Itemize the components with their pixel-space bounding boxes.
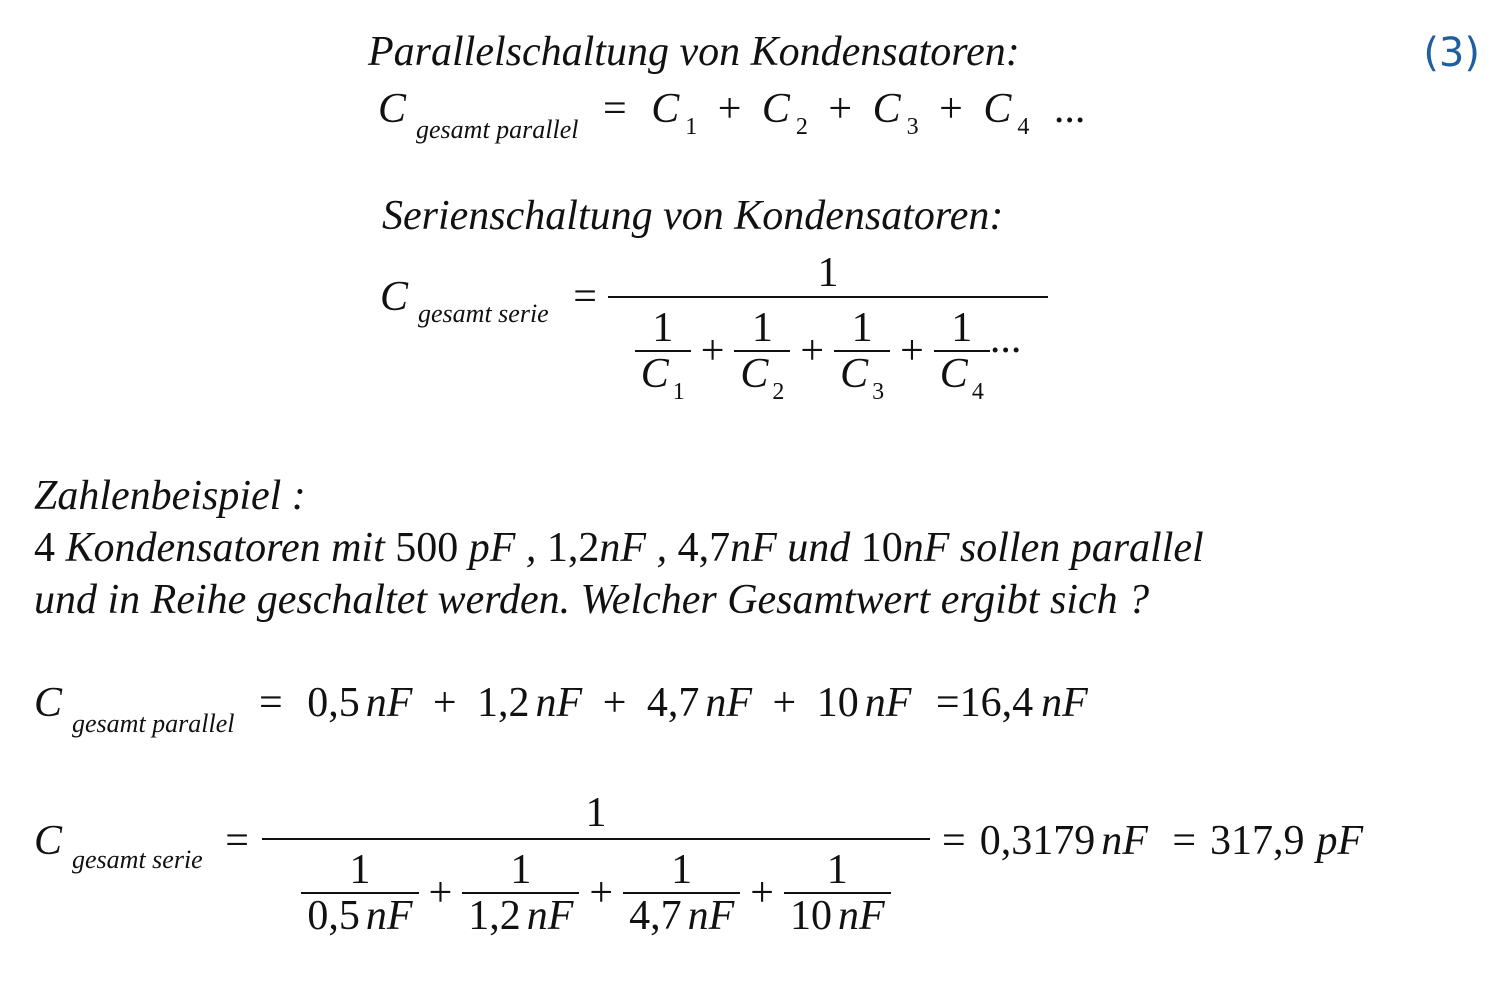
- example-line-2: und in Reihe geschaltet werden. Welcher Gesamtwert ergibt sich ?: [34, 577, 1150, 623]
- frac-1-c4: $\frac{1}{C _4}$: [934, 306, 990, 396]
- parallel-result: 16,4: [959, 680, 1034, 726]
- term-c3-sub: 3: [906, 114, 919, 140]
- parallel-heading: Parallelschaltung von Kondensatoren:: [368, 29, 1020, 75]
- ellipsis: ...: [1053, 86, 1086, 132]
- equation-number: (3): [1423, 30, 1480, 76]
- serie-lhs: C $_{gesamt serie}$ =: [380, 274, 597, 328]
- frac-4-7nf: $\frac{1}{4,7 nF}$: [623, 848, 740, 938]
- calc-parallel: C $_{gesamt parallel}$ = 0,5 nF + 1,2 nF + 4,7 nF + 10 nF =16,4 nF: [34, 680, 1088, 738]
- term-c1-sub: 1: [685, 114, 698, 140]
- calc-serie-denominator: $\frac{1}{0,5 nF}$ + $\frac{1}{1,2 nF}$ + $\frac{1}{4,7 nF}$ + $\frac{1}{10 nF}$: [301, 848, 890, 938]
- lhs-symbol: C: [380, 274, 409, 320]
- lhs-symbol: C: [378, 86, 407, 132]
- lhs-subscript: gesamt serie: [418, 299, 549, 328]
- calc-serie-fraction: [262, 792, 930, 938]
- fraction-bar: [608, 296, 1048, 298]
- term-c4-sub: 4: [1017, 114, 1030, 140]
- term-c2: C: [761, 86, 790, 132]
- serie-numerator: 1: [817, 250, 839, 296]
- lhs-subscript: gesamt parallel: [416, 115, 579, 144]
- term-c1: C: [651, 86, 680, 132]
- example-title: Zahlenbeispiel :: [34, 473, 306, 519]
- example-block: [34, 470, 1204, 626]
- calc-serie-numerator: 1: [585, 790, 607, 836]
- term-c3: C: [872, 86, 901, 132]
- example-line-1: 4 Kondensatoren mit 500 pF , 1,2nF , 4,7nF und 10nF sollen parallel: [34, 525, 1204, 571]
- serie-fraction: [608, 250, 1048, 406]
- term-c2-sub: 2: [795, 114, 808, 140]
- frac-1-c2: $\frac{1}{C _2}$: [734, 306, 790, 396]
- serie-heading: Serienschaltung von Kondensatoren:: [382, 193, 1004, 239]
- frac-0-5nf: $\frac{1}{0,5 nF}$: [301, 848, 418, 938]
- serie-denominator: $\frac{1}{C _1}$ + $\frac{1}{C _2}$ + $\frac{1}{C _3}$ + $\frac{1}{C _4}$ ...: [635, 306, 1022, 396]
- ellipsis: ...: [989, 316, 1022, 363]
- frac-1-2nf: $\frac{1}{1,2 nF}$: [462, 848, 579, 938]
- frac-10nf: $\frac{1}{10 nF}$: [784, 848, 891, 938]
- parallel-formula: C $_{gesamt parallel}$ = C $_1$ + C $_2$ + C $_3$ + C $_4$ ...: [378, 86, 1086, 144]
- frac-1-c3: $\frac{1}{C _3}$: [834, 306, 890, 396]
- calc-serie-lhs: C $_{gesamt serie}$ =: [34, 818, 249, 874]
- frac-1-c1: $\frac{1}{C _1}$: [635, 306, 691, 396]
- fraction-bar: [262, 838, 930, 840]
- term-c4: C: [983, 86, 1012, 132]
- calc-serie-result: = 0,3179 nF = 317,9 pF: [942, 818, 1364, 864]
